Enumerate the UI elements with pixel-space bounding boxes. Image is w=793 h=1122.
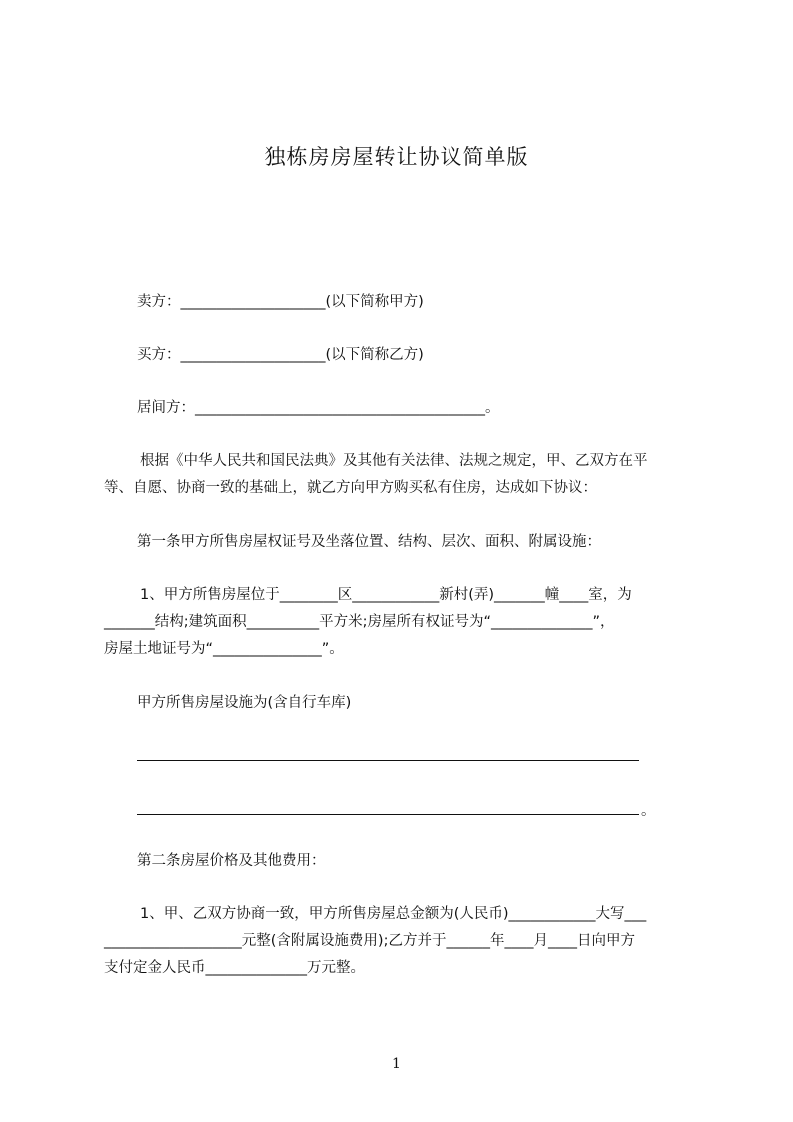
article-1-clause-line-1: 1、甲方所售房屋位于________区____________新村(弄)_______幢____室，为 — [140, 587, 632, 603]
buyer-line: 买方：____________________(以下简称乙方) — [137, 347, 424, 363]
page-title: 独栋房房屋转让协议简单版 — [264, 145, 529, 169]
facilities-end-mark: 。 — [641, 803, 656, 819]
article-2-clause-line-3: 支付定金人民币______________万元整。 — [104, 960, 365, 976]
article-1-clause-line-2: _______结构;建筑面积__________平方米;房屋所有权证号为“______________”， — [104, 614, 615, 630]
article-2-clause-line-1: 1、甲、乙双方协商一致，甲方所售房屋总金额为(人民币)____________大写___ — [140, 906, 647, 922]
broker-line: 居间方：________________________________________。 — [137, 400, 500, 416]
seller-line: 卖方：____________________(以下简称甲方) — [137, 294, 424, 310]
page-number: 1 — [392, 1056, 401, 1072]
article-1-heading: 第一条甲方所售房屋权证号及坐落位置、结构、层次、面积、附属设施： — [137, 534, 601, 550]
intro-paragraph-line-2: 等、自愿、协商一致的基础上，就乙方向甲方购买私有住房，达成如下协议： — [104, 480, 597, 496]
facilities-label: 甲方所售房屋设施为(含自行车库) — [137, 695, 352, 711]
article-2-clause-line-2: ___________________元整(含附属设施费用);乙方并于______年____月____日向甲方 — [104, 933, 635, 949]
facilities-blank-line-1 — [137, 760, 639, 761]
intro-paragraph-line-1: 根据《中华人民共和国民法典》及其他有关法律、法规之规定，甲、乙双方在平 — [140, 453, 648, 469]
article-2-heading: 第二条房屋价格及其他费用： — [137, 853, 326, 869]
facilities-blank-line-2 — [137, 814, 639, 815]
article-1-clause-line-3: 房屋土地证号为“_______________”。 — [104, 641, 344, 657]
